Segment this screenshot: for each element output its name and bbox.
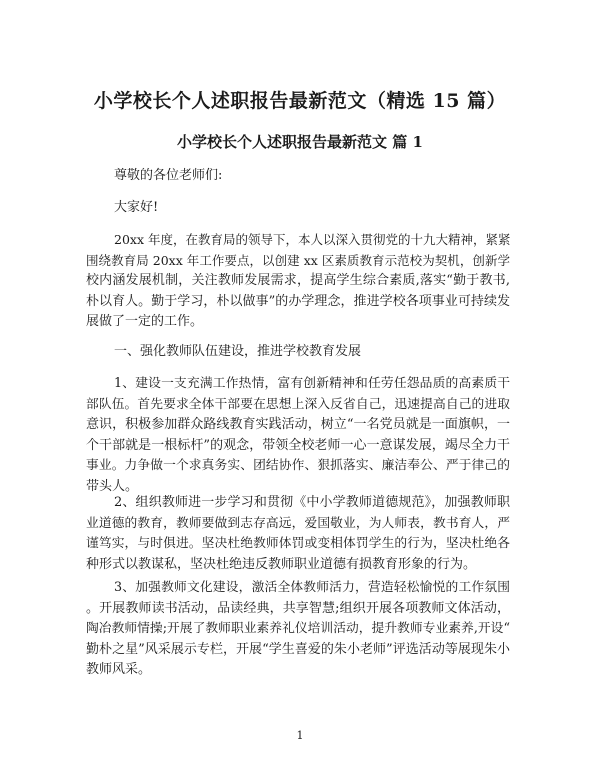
paragraph-line: 带头人。	[86, 478, 139, 494]
greeting-line: 大家好!	[114, 200, 159, 215]
page-number: 1	[296, 729, 304, 742]
paragraph-line: 一、强化教师队伍建设，推进学校教育发展	[114, 344, 362, 359]
paragraph-line: 。开展教师读书活动，品读经典，共享智慧;组织开展各项教师文体活动，	[86, 600, 510, 616]
paragraph-line: 陶冶教师情操;开展了教师职业素养礼仪培训活动，提升教师专业素养,开设“	[86, 621, 510, 636]
paragraph-line: 围绕教育局 20xx 年工作要点，以创建 xx 区素质教育示范校为契机，创新学	[86, 252, 510, 268]
paragraph-line: 3、加强教师文化建设，激活全体教师活力，营造轻松愉悦的工作氛围	[114, 580, 510, 595]
paragraph-intro	[86, 230, 510, 333]
salutation	[86, 166, 510, 187]
salutation-line: 尊敬的各位老师们:	[114, 168, 223, 183]
document-title: 小学校长个人述职报告最新范文（精选 15 篇）	[93, 90, 507, 112]
paragraph-line: 2、组织教师进一步学习和贯彻《中小学教师道德规范》，加强教师职	[114, 495, 510, 510]
paragraph-item-1	[86, 374, 510, 497]
section-title: 小学校长个人述职报告最新范文 篇 1	[177, 133, 423, 151]
paragraph-line: 勤朴之星”风采展示专栏，开展“学生喜爱的朱小老师”评选活动等展现朱小	[86, 641, 510, 657]
paragraph-line: 1、建设一支充满工作热情，富有创新精神和任劳任怨品质的高素质干	[114, 376, 510, 391]
paragraph-line: 种形式以教谋私，坚决杜绝违反教师职业道德有损教育形象的行为。	[86, 556, 477, 572]
paragraph-line: 部队伍。首先要求全体干部要在思想上深入反省自己，迅速提高自己的进取	[86, 396, 510, 412]
paragraph-line: 20xx 年度，在教育局的领导下，本人以深入贯彻党的十九大精神，紧紧	[114, 232, 510, 247]
paragraph-item-2	[86, 493, 510, 575]
paragraph-line: 教师风采。	[86, 662, 152, 677]
paragraph-line: 个干部就是一根标杆”的观念，带领全校老师一心一意谋发展，竭尽全力干	[86, 437, 510, 453]
paragraph-line: 校内涵发展机制，关注教师发展需求，提高学生综合素质,落实“勤于教书,	[86, 273, 510, 288]
paragraph-line: 谨笃实，与时俱进。坚决杜绝教师体罚或变相体罚学生的行为，坚决杜绝各	[86, 536, 510, 551]
paragraph-heading-one	[86, 342, 510, 363]
paragraph-line: 朴以育人。勤于学习，朴以做事”的办学理念，推进学校各项事业可持续发	[86, 293, 510, 309]
paragraph-line: 业道德的教育，教师要做到志存高远，爱国敬业，为人师表，教书育人，严	[86, 515, 510, 531]
paragraph-line: 展做了一定的工作。	[86, 314, 204, 329]
paragraph-line: 意识，积极参加群众路线教育实践活动，树立“一名党员就是一面旗帜，一	[86, 417, 510, 432]
paragraph-item-3	[86, 578, 510, 681]
greeting	[86, 198, 510, 219]
paragraph-line: 事业。力争做一个求真务实、团结协作、狠抓落实、廉洁奉公、严于律己的	[86, 458, 510, 473]
